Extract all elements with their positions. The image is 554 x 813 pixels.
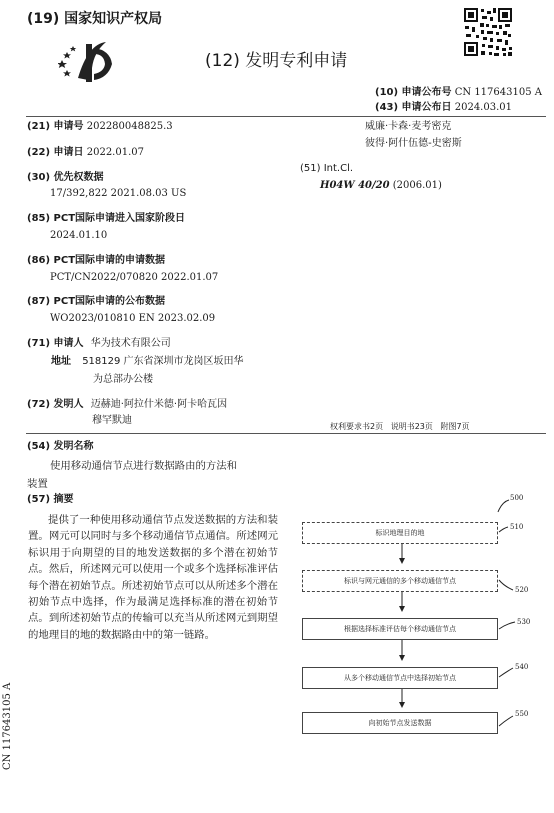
priority-label: (30) 优先权数据 xyxy=(27,172,104,183)
pct-publication-label: (87) PCT国际申请的公布数据 xyxy=(27,296,166,307)
flow-step-530: 根据选择标准评估每个移动通信节点 xyxy=(302,618,498,640)
flow-step-550-ref: 550 xyxy=(515,710,529,718)
ipc-year: (2006.01) xyxy=(392,180,442,191)
pct-entry-date: 2024.01.10 xyxy=(50,230,108,241)
publication-date: 2024.03.01 xyxy=(454,102,512,113)
flow-step-510: 标识地理目的地 xyxy=(302,522,498,544)
pct-application-label: (86) PCT国际申请的申请数据 xyxy=(27,255,166,266)
cnipa-logo xyxy=(58,38,122,86)
publication-date-row xyxy=(375,101,512,114)
title-line-1: 使用移动通信节点进行数据路由的方法和 xyxy=(50,460,238,472)
abstract-text: 提供了一种使用移动通信节点发送数据的方法和装置。网元可以同时与多个移动通信节点通信。所述网元标识用于向期望的目的地发送数据的多个潜在初始节点。然后，所述网元可以使用一个或多个选择标准评估每个潜在初始节点。所述初始节点可以从所述多个潜在初始节点中选择，作为最满足选择标准的潜在初始节点。到所述初始节点的传输可以充当从所述网元到期望的地理目的地的数据路由中的第一链路。 xyxy=(28,514,278,641)
application-date-row xyxy=(27,146,144,159)
page-count-info: 权利要求书2页 说明书23页 附图7页 xyxy=(330,422,470,431)
applicant-row xyxy=(27,337,171,350)
bibliography-divider xyxy=(26,433,546,434)
inventor-1: 迈赫迪·阿拉什米德·阿卡哈瓦因 xyxy=(90,399,228,410)
side-publication-number: CN 117643105 A xyxy=(2,682,13,770)
flow-step-540-ref: 540 xyxy=(515,663,529,671)
qr-code xyxy=(463,7,513,57)
application-number: 202280048825.3 xyxy=(86,121,173,132)
application-number-label: (21) 申请号 xyxy=(27,121,84,132)
flowchart-ref-500: 500 xyxy=(510,494,524,502)
inventor-3: 威廉·卡森·麦考密克 xyxy=(365,121,452,132)
publication-number: CN 117643105 A xyxy=(454,87,542,98)
office-name: (19) 国家知识产权局 xyxy=(27,11,163,27)
application-number-row xyxy=(27,120,173,133)
ipc-row xyxy=(320,179,442,192)
address-row xyxy=(51,355,244,368)
flow-step-530-ref: 530 xyxy=(517,618,531,626)
flow-step-520: 标识与网元通信的多个移动通信节点 xyxy=(302,570,498,592)
title-line-2: 装置 xyxy=(27,478,48,490)
flow-step-520-ref: 520 xyxy=(515,586,529,594)
ipc-code: H04W 40/20 xyxy=(320,180,390,191)
application-date-label: (22) 申请日 xyxy=(27,147,84,158)
document-type: (12) 发明专利申请 xyxy=(205,51,348,71)
publication-date-label: (43) 申请公布日 xyxy=(375,102,452,113)
header-divider xyxy=(26,116,546,117)
flow-step-540: 从多个移动通信节点中选择初始节点 xyxy=(302,667,498,689)
pct-publication-data: WO2023/010810 EN 2023.02.09 xyxy=(50,313,216,324)
abstract-label: (57) 摘要 xyxy=(27,494,74,505)
publication-number-row xyxy=(375,86,542,99)
ipc-label: (51) Int.Cl. xyxy=(300,163,354,174)
flow-step-510-ref: 510 xyxy=(510,523,524,531)
inventor-label: (72) 发明人 xyxy=(27,399,84,410)
pct-entry-label: (85) PCT国际申请进入国家阶段日 xyxy=(27,213,186,224)
title-label: (54) 发明名称 xyxy=(27,441,94,452)
inventor-row xyxy=(27,398,227,411)
priority-data: 17/392,822 2021.08.03 US xyxy=(50,188,187,199)
application-date: 2022.01.07 xyxy=(86,147,144,158)
inventor-4: 彼得·阿什伍德-史密斯 xyxy=(365,138,462,149)
address-line-2: 为总部办公楼 xyxy=(93,374,153,385)
applicant-label: (71) 申请人 xyxy=(27,338,84,349)
address-line-1: 518129 广东省深圳市龙岗区坂田华 xyxy=(82,356,244,367)
applicant-name: 华为技术有限公司 xyxy=(90,338,171,349)
pct-application-data: PCT/CN2022/070820 2022.01.07 xyxy=(50,272,219,283)
publication-number-label: (10) 申请公布号 xyxy=(375,87,452,98)
address-label: 地址 xyxy=(51,356,71,367)
flow-step-550: 向初始节点发送数据 xyxy=(302,712,498,734)
inventor-2: 穆罕默迪 xyxy=(92,415,132,426)
